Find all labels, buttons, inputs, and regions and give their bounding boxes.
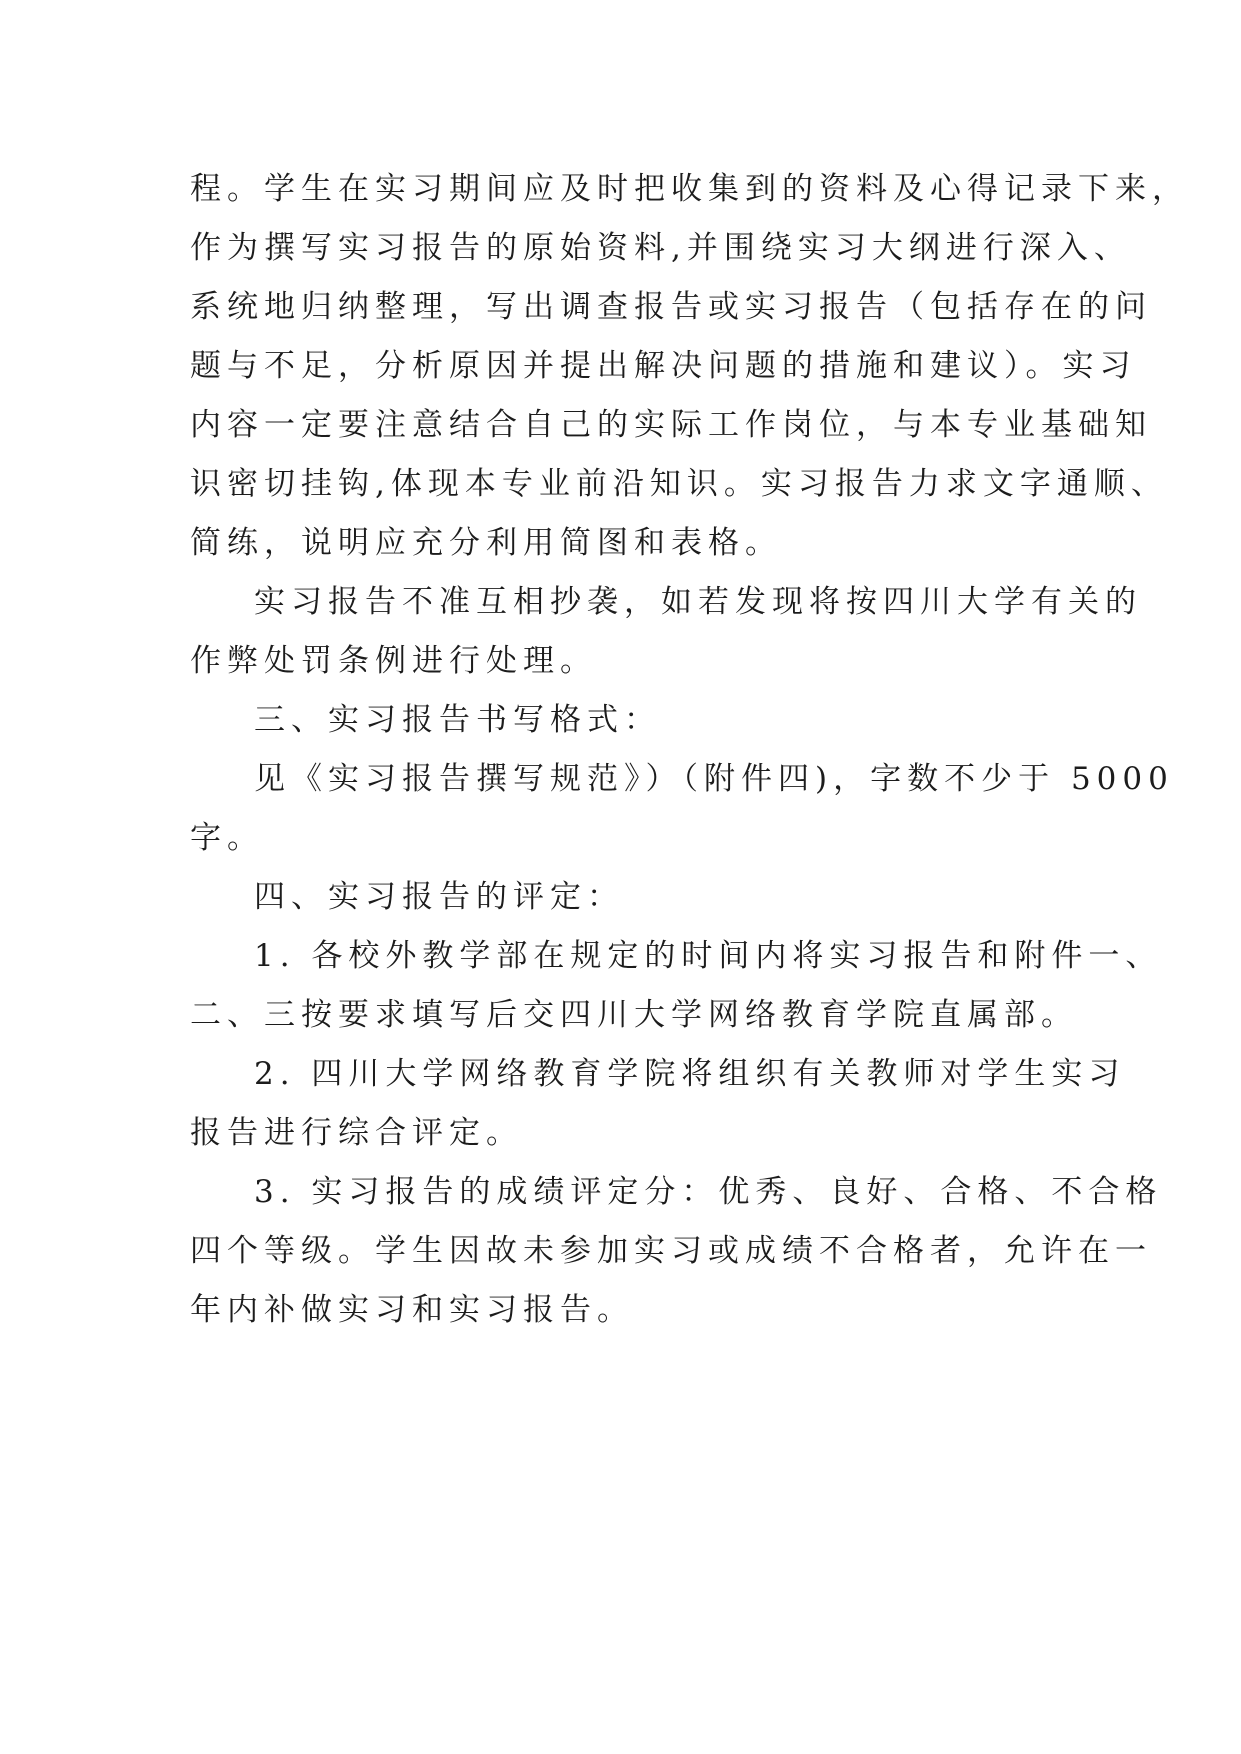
text-line: 字。 [190,820,264,856]
text-line: 简练，说明应充分利用简图和表格。 [190,525,782,561]
list-item-first-line: 2. 四川大学网络教育学院将组织有关教师对学生实习 [254,1056,1126,1092]
paragraph-first-line: 实习报告不准互相抄袭，如若发现将按四川大学有关的 [254,584,1142,620]
text-line: 二、三按要求填写后交四川大学网络教育学院直属部。 [190,997,1078,1033]
text-line: 作弊处罚条例进行处理。 [190,643,597,679]
text-line: 年内补做实习和实习报告。 [190,1292,634,1328]
text-line: 四个等级。学生因故未参加实习或成绩不合格者，允许在一 [190,1233,1152,1269]
list-item-first-line: 3. 实习报告的成绩评定分：优秀、良好、合格、不合格 [254,1174,1163,1210]
section-heading: 四、实习报告的评定： [254,879,624,915]
section-heading: 三、实习报告书写格式： [254,702,661,738]
text-line: 识密切挂钩,体现本专业前沿知识。实习报告力求文字通顺、 [190,466,1168,502]
text-line: 程。学生在实习期间应及时把收集到的资料及心得记录下来， [190,171,1189,207]
text-line: 题与不足，分析原因并提出解决问题的措施和建议）。实习 [190,348,1137,384]
document-body [190,160,1189,1340]
paragraph-first-line: 见《实习报告撰写规范》）（附件四)，字数不少于 5000 [254,761,1174,797]
text-line: 作为撰写实习报告的原始资料,并围绕实习大纲进行深入、 [190,230,1131,266]
list-item-first-line: 1. 各校外教学部在规定的时间内将实习报告和附件一、 [254,938,1163,974]
text-line: 系统地归纳整理，写出调查报告或实习报告（包括存在的问 [190,289,1152,325]
text-line: 内容一定要注意结合自己的实际工作岗位，与本专业基础知 [190,407,1152,443]
text-line: 报告进行综合评定。 [190,1115,523,1151]
